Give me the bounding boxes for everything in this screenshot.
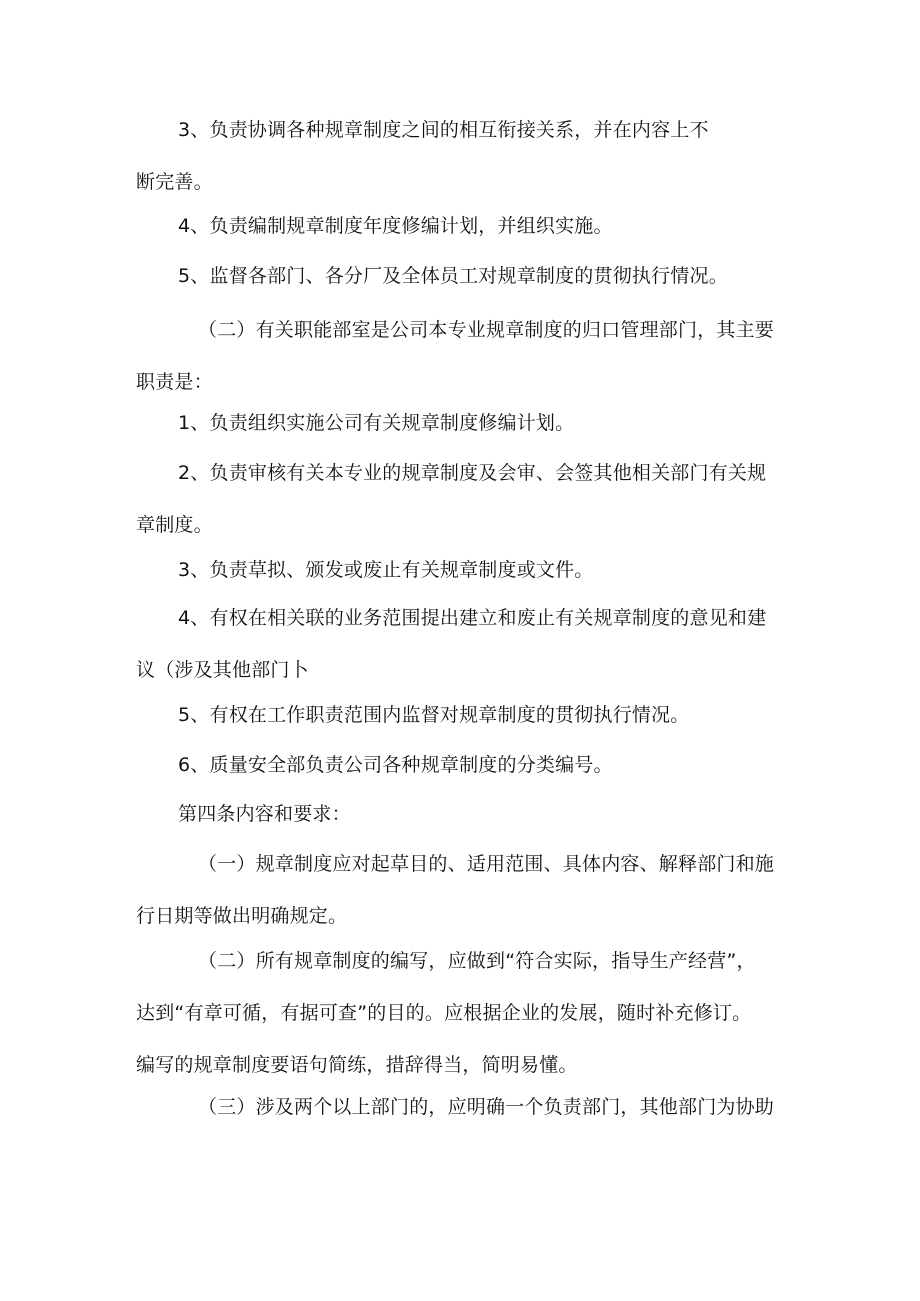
text-line: 编写的规章制度要语句简练，措辞得当，简明易懂。 (136, 1054, 578, 1076)
text-line: （二）有关职能部室是公司本专业规章制度的归口管理部门，其主要 (198, 319, 775, 341)
text-line: 3、负责协调各种规章制度之间的相互衔接关系，并在内容上不 (178, 119, 709, 141)
text-line: 4、负责编制规章制度年度修编计划，并组织实施。 (178, 215, 613, 237)
text-line: 1、负责组织实施公司有关规章制度修编计划。 (178, 412, 575, 434)
text-line: 2、负责审核有关本专业的规章制度及会审、会签其他相关部门有关规 (178, 462, 767, 484)
text-line: 4、有权在相关联的业务范围提出建立和废止有关规章制度的意见和建 (178, 607, 767, 629)
text-line: 断完善。 (136, 171, 213, 193)
paragraph-section-2b (136, 935, 796, 1091)
text-line: 5、有权在工作职责范围内监督对规章制度的贯彻执行情况。 (178, 704, 690, 726)
article-heading (136, 788, 796, 840)
paragraph-item-2 (136, 447, 796, 551)
text-line: 职责是： (136, 371, 213, 393)
text-line: （一）规章制度应对起草目的、适用范围、具体内容、解释部门和施 (198, 853, 775, 875)
paragraph-item-4b (136, 592, 796, 696)
paragraph-item-3b (136, 544, 796, 596)
text-line: 章制度。 (136, 514, 213, 536)
paragraph-item-5 (136, 250, 796, 302)
paragraph-item-4 (136, 200, 796, 252)
text-line: （三）涉及两个以上部门的，应明确一个负责部门，其他部门为协助 (198, 1096, 775, 1118)
text-line: 议（涉及其他部门卜 (136, 659, 309, 681)
paragraph-section-3 (136, 1081, 796, 1133)
text-line: 5、监督各部门、各分厂及全体员工对规章制度的贯彻执行情况。 (178, 265, 728, 287)
text-line: 6、质量安全部负责公司各种规章制度的分类编号。 (178, 754, 613, 776)
paragraph-item-5b (136, 689, 796, 741)
paragraph-item-6 (136, 739, 796, 791)
paragraph-item-3 (136, 104, 796, 208)
text-line: 行日期等做出明确规定。 (136, 905, 348, 927)
text-line: 达到“有章可循，有据可查”的目的。应根据企业的发展，随时补充修订。 (136, 1002, 752, 1024)
text-line: （二）所有规章制度的编写，应做到“符合实际，指导生产经营”， (198, 950, 756, 972)
text-line: 第四条内容和要求： (178, 803, 351, 825)
text-line: 3、负责草拟、颁发或废止有关规章制度或文件。 (178, 559, 594, 581)
paragraph-item-1 (136, 397, 796, 449)
paragraph-section-1 (136, 838, 796, 942)
paragraph-section-2 (136, 304, 796, 408)
